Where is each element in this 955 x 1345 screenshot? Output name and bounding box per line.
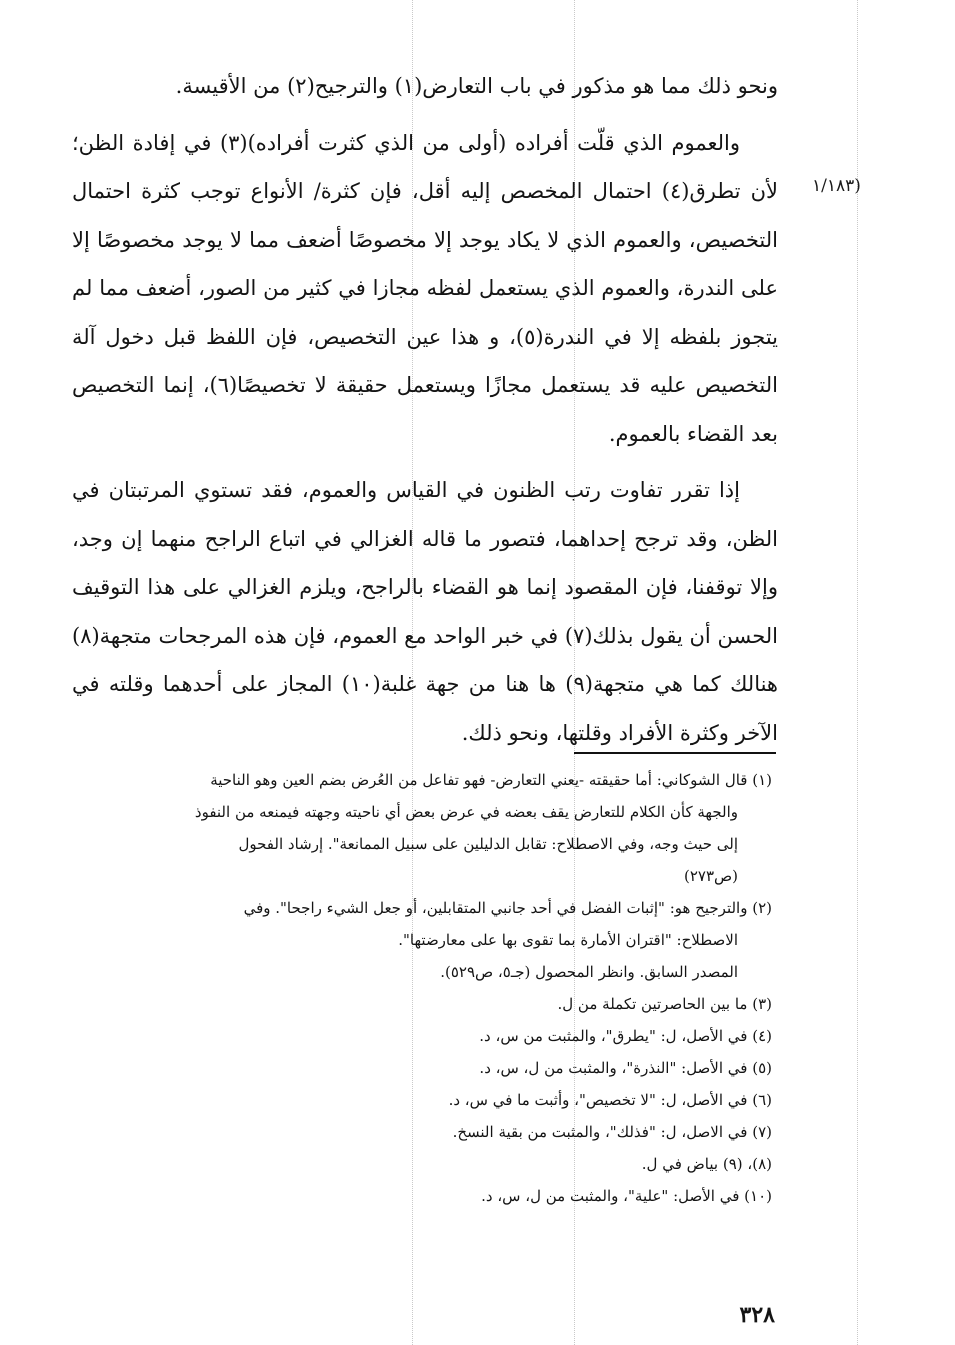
footnote-line: المصدر السابق. وانظر المحصول (جـ٥، ص٥٢٩). xyxy=(440,963,738,981)
footnote-line: (٧) في الاصل، ل: "فذلك"، والمثبت من بقية النسخ. xyxy=(452,1123,772,1141)
footnote-line: (٨)، (٩) بياض في ل. xyxy=(641,1155,772,1173)
paragraph: ونحو ذلك مما هو مذكور في باب التعارض(١) والترجيح(٢) من الأقيسة. xyxy=(175,74,778,98)
footnote-line: (٢) والترجيح هو: "إثبات الفضل في أحد جانبي المتقابلين، أو جعل الشيء راجحا". وفي xyxy=(243,899,772,917)
footnote-line: (٣) ما بين الحاصرتين تكملة من ل. xyxy=(557,995,772,1013)
footnote-separator xyxy=(574,752,776,754)
footnote-line: (١٠) في الأصل: "علية"، والمثبت من ل، س، د. xyxy=(481,1187,772,1205)
footnote-line: والجهة كأن الكلام للتعارض يقف بعضه في عرض بعض أي ناحيته وجهته فيمنعه من النفوذ xyxy=(194,803,738,821)
paragraph: والعموم الذي قلّت أفراده (أولى من الذي كثرت أفراده)(٣) في إفادة الظن؛ لأن تطرق(٤) احتمال المخصص إليه أقل، فإن كثرة/ الأنواع توجب كثرة احتمال التخصيص، والعموم الذي لا يكاد يوجد إلا مخصوصًا أضعف مما لا يوجد مخصوصًا إلا على الندرة، والعموم الذي يستعمل لفظه مجازا في كثير من الصور، أضعف مما لم يتجوز بلفظه إلا في الندرة(٥)، و هذا عين التخصيص، فإن اللفظ قبل دخول آلة التخصيص عليه قد يستعمل مجازًا ويستعمل حقيقة لا تخصيصًا(٦)، إنما التخصيص بعد القضاء بالعموم. xyxy=(72,130,778,446)
footnotes xyxy=(72,764,772,1212)
footnote-line: (ص٢٧٣) xyxy=(683,867,738,885)
margin-reference: (١/١٨٣ xyxy=(812,176,861,196)
footnote-line: (٦) في الأصل، ل: "لا تخصيص"، وأثبت ما في س، د. xyxy=(448,1091,772,1109)
footnote-line: (٤) في الأصل، ل: "يطرق"، والمثبت من س، د. xyxy=(479,1027,772,1045)
main-text xyxy=(72,62,778,757)
footnote-line: (٥) في الأصل: "النذرة"، والمثبت من ل، س، د. xyxy=(479,1059,772,1077)
footnote-line: (١) قال الشوكاني: أما حقيقته -يعني التعارض- فهو تفاعل من العُرض بضم العين وهو الناحية xyxy=(210,771,772,789)
scan-guide-line xyxy=(857,0,858,1345)
paragraph: إذا تقرر تفاوت رتب الظنون في القياس والعموم، فقد تستوي المرتبتان في الظن، وقد ترجح إحداهما، فتصور ما قاله الغزالي في اتباع الراجح منهما إن وجد، وإلا توقفنا، فإن المقصود إنما هو القضاء بالراجح، ويلزم الغزالي على هذا التوقيف الحسن أن يقول بذلك(٧) في خبر الواحد مع العموم، فإن هذه المرجحات متجهة(٨) هنالك كما هي متجهة(٩) ها هنا من جهة غلبة(١٠) المجاز على أحدهما وقلته في الآخر وكثرة الأفراد وقلتها، ونحو ذلك. xyxy=(72,478,779,745)
footnote-line: الاصطلاح: "اقتران الأمارة بما تقوى بها على معارضتها". xyxy=(398,931,738,949)
page-number: ٣٢٨ xyxy=(739,1302,775,1328)
footnote-line: إلى حيث وجه، وفي الاصطلاح: تقابل الدليلين على سبيل الممانعة". إرشاد الفحول xyxy=(238,835,738,853)
